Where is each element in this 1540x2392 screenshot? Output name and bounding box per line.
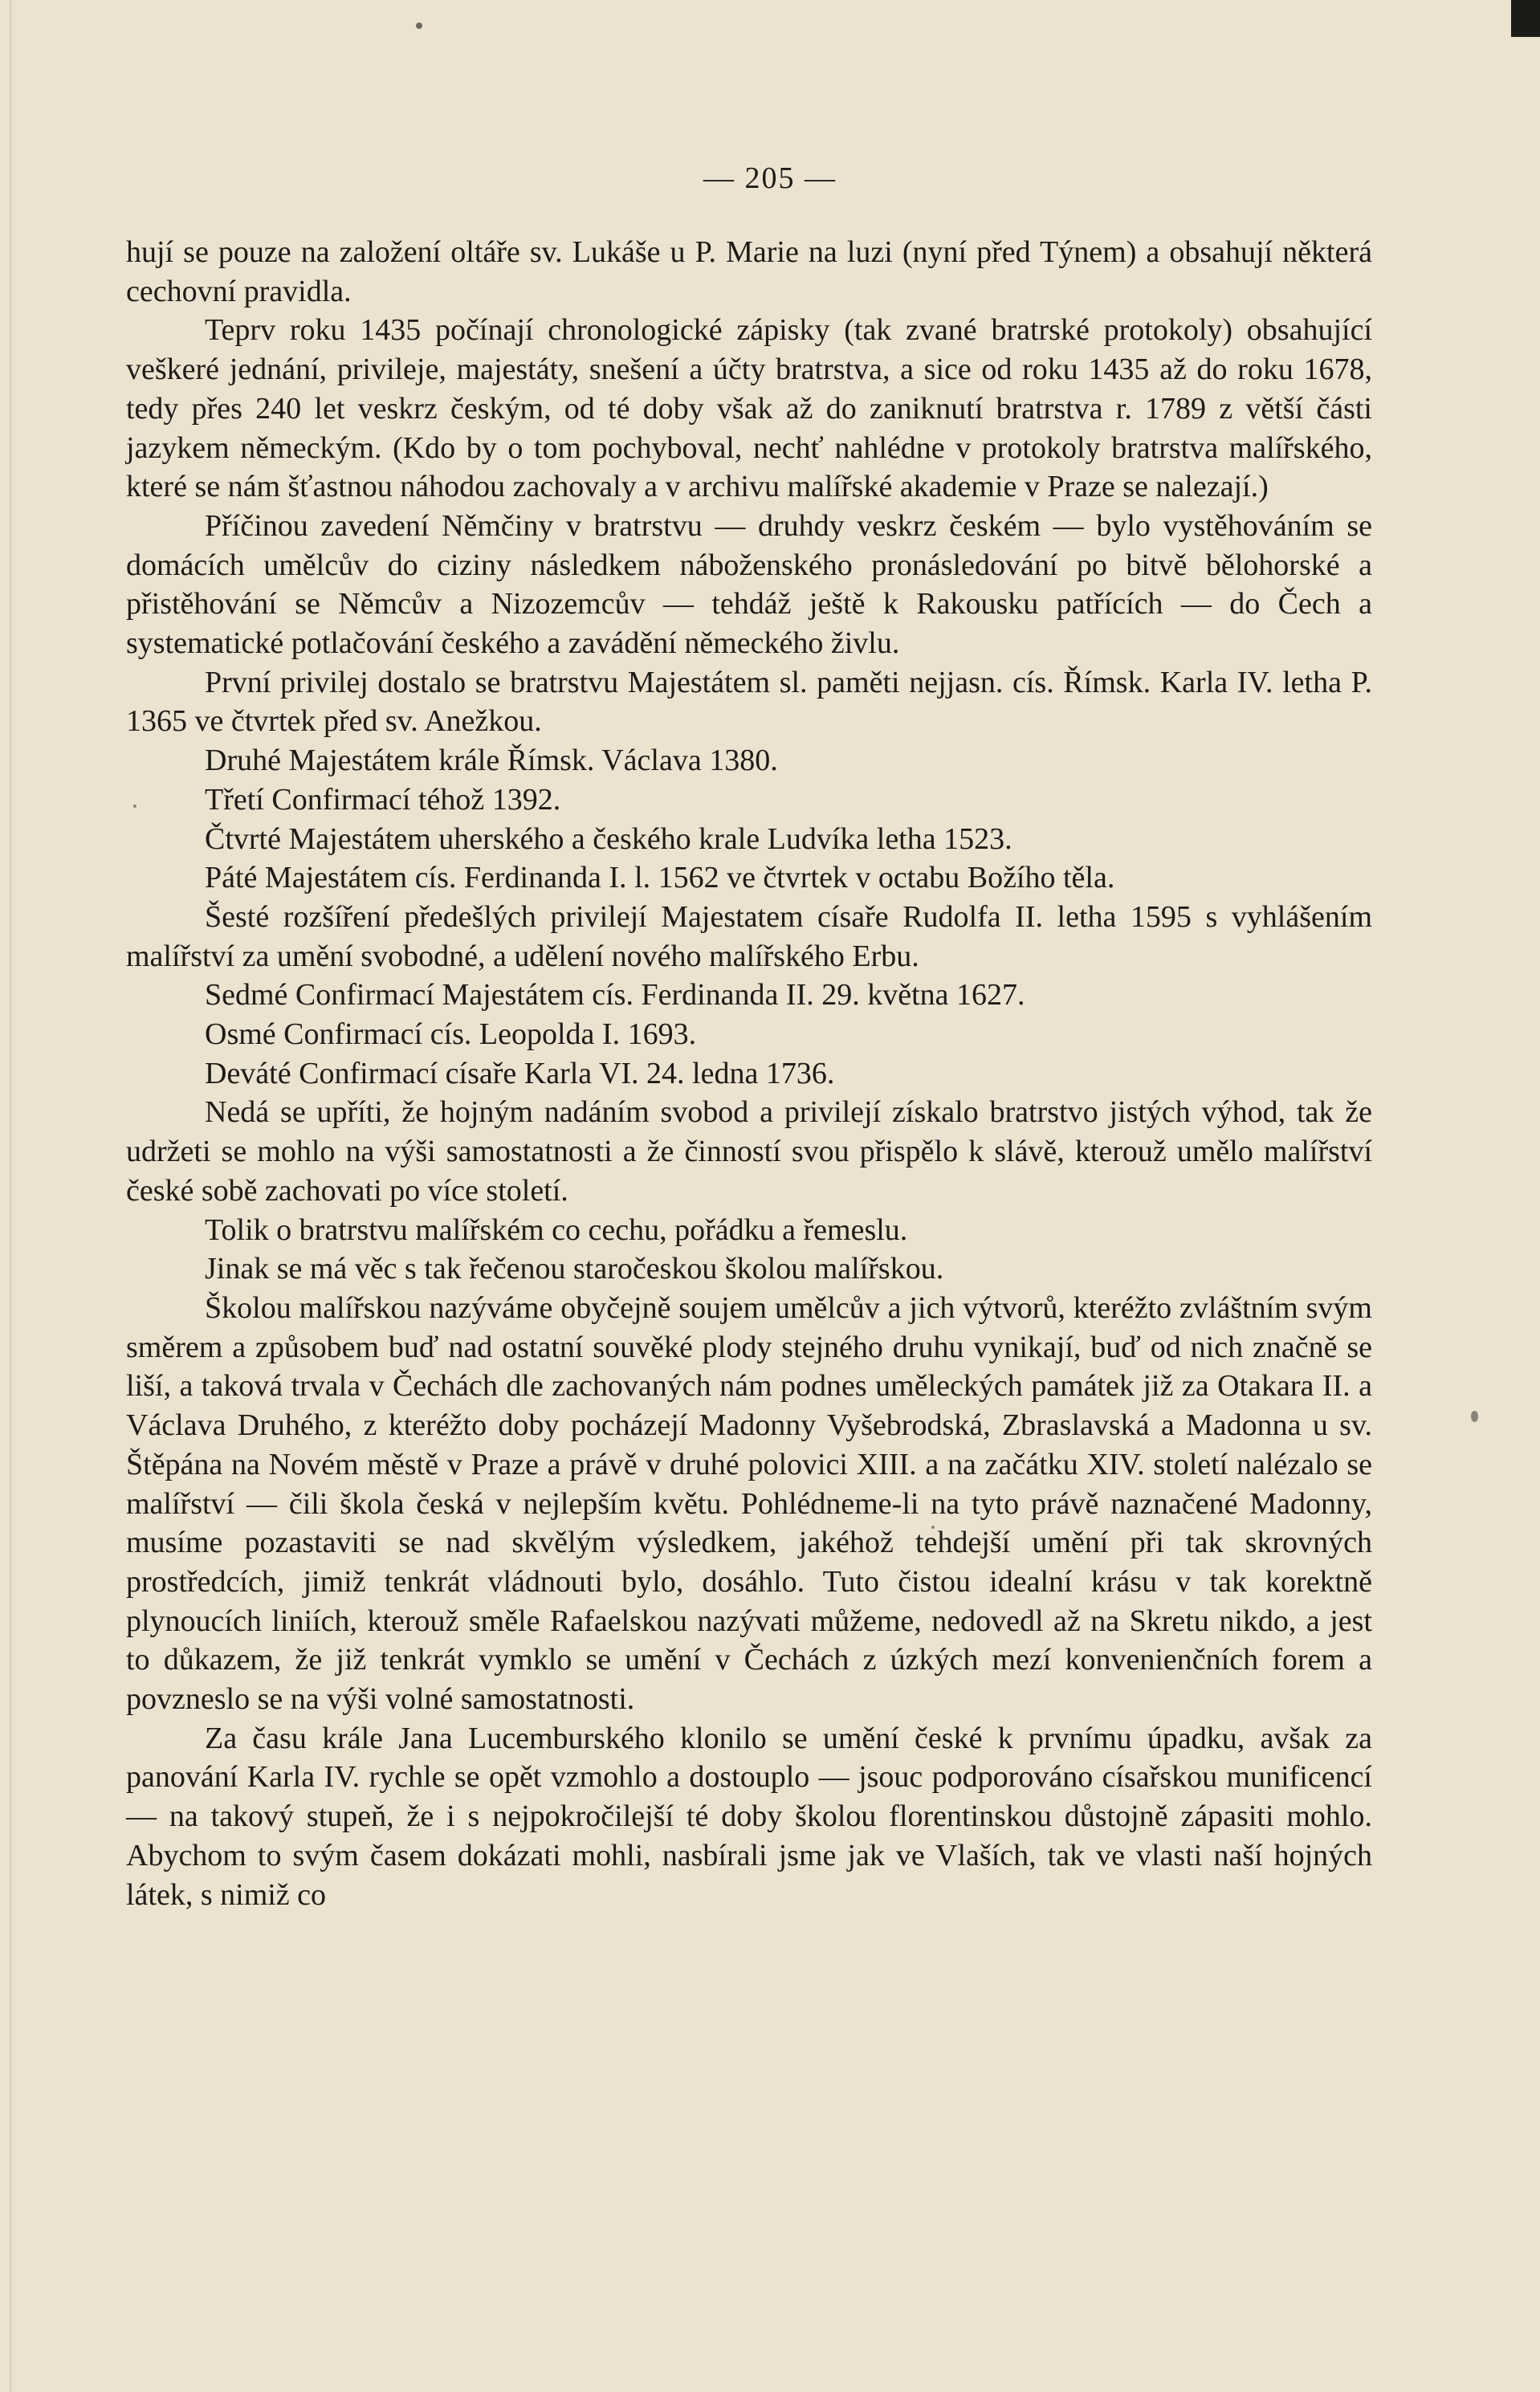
corner-mark [1511, 0, 1540, 37]
paragraph: Jinak se má věc s tak řečenou staročeskou školou malířskou. [205, 1252, 944, 1286]
paragraph: Druhé Majestátem krále Římsk. Václava 1380. [205, 744, 778, 778]
paragraph: Teprv roku 1435 počínají chronologické zápisky (tak zvané bratrské protokoly) obsahující veškeré jednání, privileje, majestáty, snešení a účty bratrstva, a sice od roku 1435 až do roku 1678, tedy přes 240 let veskrz českým, od té doby však až do zaniknutí bratrstva r. 1789 z větší části jazykem německým. (Kdo by o tom pochyboval, nechť nahlédne v protokoly bratrstva malířského, které se nám šťastnou náhodou zachovaly a v archivu malířské akademie v Praze se nalezají.) [126, 313, 1372, 504]
paragraph: Tolik o bratrstvu malířském co cechu, pořádku a řemeslu. [205, 1212, 908, 1247]
paragraph: Čtvrté Majestátem uherského a českého krale Ludvíka letha 1523. [205, 821, 1012, 856]
ink-dot [416, 22, 422, 29]
paragraph: První privilej dostalo se bratrstvu Majestátem sl. paměti nejjasn. cís. Římsk. Karla IV. letha P. 1365 ve čtvrtek před sv. Anežkou. [126, 665, 1372, 739]
paragraph: Nedá se upříti, že hojným nadáním svobod a privilejí získalo bratrstvo jistých výhod, tak že udržeti se mohlo na výši samostatnosti a že činností svou přispělo k slávě, kterouž umělo malířství české sobě zachovati po více století. [126, 1095, 1372, 1208]
paragraph: Za času krále Jana Lucemburského klonilo se umění české k prvnímu úpadku, avšak za panování Karla IV. rychle se opět vzmohlo a dostouplo — jsouc podporováno císařskou munificencí — na takový stupeň, že i s nejpokročilejší té doby školou florentinskou důstojně zápasiti mohlo. Abychom to svým časem dokázati mohli, nasbírali jsme jak ve Vlaších, tak ve vlasti naší hojných látek, s nimiž co [126, 1721, 1372, 1912]
paragraph: Školou malířskou nazýváme obyčejně soujem umělcův a jich výtvorů, kteréžto zvláštním svým směrem a způsobem buď nad ostatní souvěké plody stejného druhu vynikají, buď od nich značně se liší, a taková trvala v Čechách dle zachovaných nám podnes uměleckých památek již za Otakara II. a Václava Druhého, z kteréžto doby pocházejí Madonny Vyšebrodská, Zbraslavská a Madonna u sv. Štěpána na Novém městě v Praze a právě v druhé polovici XIII. a na začátku XIV. století nalézalo se malířství — čili škola česká v nejlepším květu. Pohlédneme-li na tyto právě naznačené Madonny, musíme pozastaviti se nad skvělým výsledkem, jakéhož tehdejší umění při tak skrovných prostředcích, jimiž tenkrát vládnouti bylo, dosáhlo. Tuto čistou idealní krásu v tak korektně plynoucích liniích, kterouž směle Rafaelskou nazývati můžeme, nedovedl až na Skretu nikdo, a jest to důkazem, že již tenkrát vymklo se umění v Čechách z úzkých mezí konvenienčních forem a povzneslo se na výši volné samostatnosti. [126, 1290, 1372, 1717]
paragraph: Páté Majestátem cís. Ferdinanda I. l. 1562 ve čtvrtek v octabu Božího těla. [205, 861, 1115, 895]
paragraph: Šesté rozšíření předešlých privilejí Majestatem císaře Rudolfa II. letha 1595 s vyhlášením malířství za umění svobodné, a udělení nového malířského Erbu. [126, 899, 1372, 973]
page-number: — 205 — [703, 161, 837, 195]
paragraph: Příčinou zavedení Němčiny v bratrstvu — druhdy veskrz českém — bylo vystěhováním se domácích umělcův do ciziny následkem náboženského pronásledování po bitvě bělohorské a přistěhování se Němcův a Nizozemcův — tehdáž ještě k Rakousku patřících — do Čech a systematické potlačování českého a zavádění německého živlu. [126, 508, 1372, 661]
paragraph: Osmé Confirmací cís. Leopolda I. 1693. [205, 1017, 697, 1052]
paragraph: Sedmé Confirmací Majestátem cís. Ferdinanda II. 29. května 1627. [205, 978, 1025, 1013]
paragraph: Třetí Confirmací téhož 1392. [205, 782, 561, 817]
ink-spot [1471, 1411, 1478, 1422]
page-edge [10, 0, 11, 2392]
paragraph: Deváté Confirmací císaře Karla VI. 24. ledna 1736. [205, 1056, 835, 1090]
paragraph: hují se pouze na založení oltáře sv. Lukáše u P. Marie na luzi (nyní před Týnem) a obsahují některá cechovní pravidla. [126, 235, 1372, 308]
body-text [126, 233, 1372, 1914]
